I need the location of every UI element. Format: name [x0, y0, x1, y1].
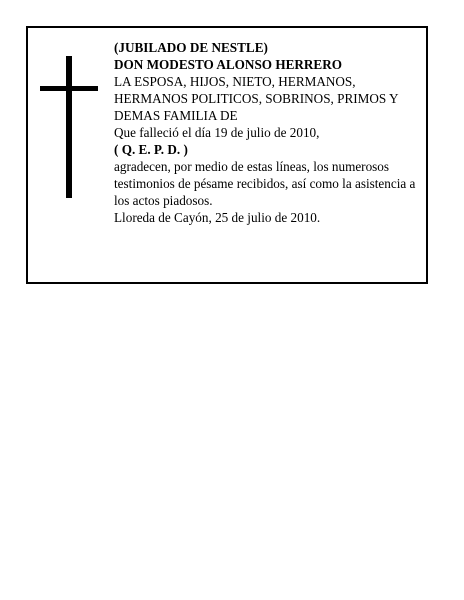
cross-vertical-bar	[66, 56, 72, 198]
deceased-name: DON MODESTO ALONSO HERRERO	[114, 57, 343, 72]
cross-horizontal-bar	[40, 86, 98, 91]
thanks-message: agradecen, por medio de estas líneas, los numerosos testimonios de pésame recibidos, así como la asistencia a los actos piadosos.	[114, 159, 416, 208]
notice-text	[114, 39, 420, 226]
place-and-date: Lloreda de Cayón, 25 de julio de 2010.	[114, 210, 321, 225]
death-date: Que falleció el día 19 de julio de 2010,	[114, 125, 320, 140]
rip-abbreviation: ( Q. E. P. D. )	[114, 142, 188, 157]
latin-cross-icon	[40, 56, 100, 198]
family-list: LA ESPOSA, HIJOS, NIETO, HERMANOS, HERMANOS POLITICOS, SOBRINOS, PRIMOS Y DEMAS FAMILIA DE	[114, 74, 399, 123]
notice-subtitle: (JUBILADO DE NESTLE)	[114, 40, 268, 55]
obituary-notice	[26, 26, 428, 284]
